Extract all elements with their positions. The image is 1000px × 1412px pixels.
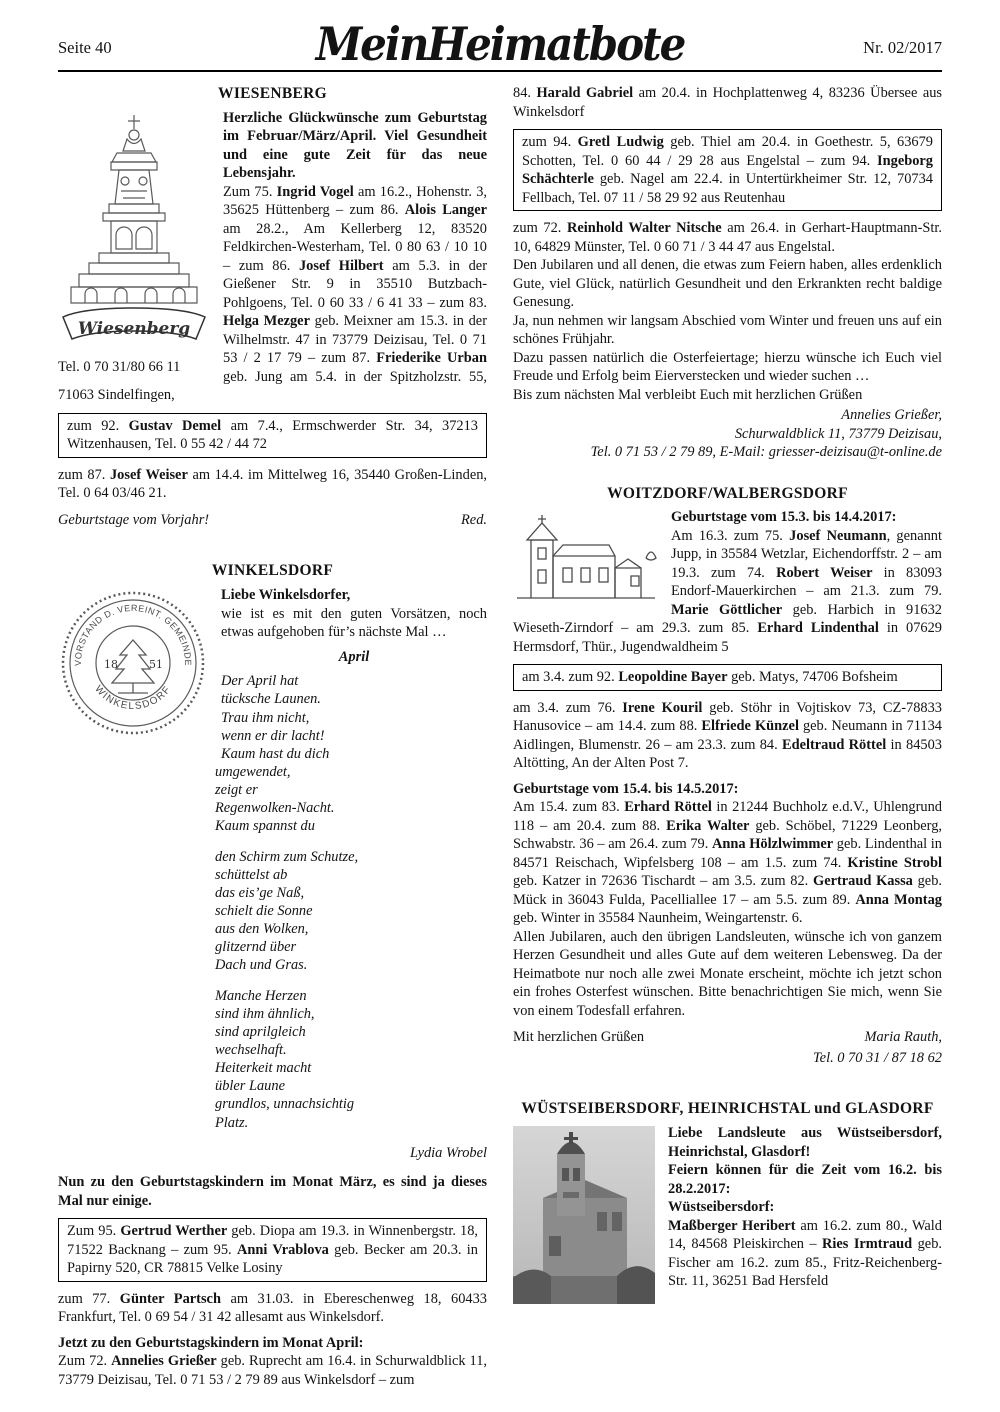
section-heading-winkelsdorf: WINKELSDORF <box>211 562 334 580</box>
page-header <box>58 18 942 72</box>
poem-stanza-2: den Schirm zum Schutze, schüttelst ab das eis’ge Naß, schielt die Sonne aus den Wolken, glitzernd über Dach und Gras. <box>215 848 359 974</box>
svg-text:VORSTAND D. VEREINT. GEMEINDE <box>73 603 193 666</box>
footnote-left: Geburtstage vom Vorjahr! <box>58 511 210 528</box>
seal-bottom-text: WINKELSDORF <box>92 683 174 713</box>
april-poem <box>215 672 487 1131</box>
winkelsdorf-continuation: 84. Harald Gabriel am 20.4. in Hochplattenweg 4, 83236 Übersee aus Winkelsdorf <box>513 85 942 120</box>
woitzdorf-boxed-entry: am 3.4. zum 92. Leopoldine Bayer geb. Matys, 74706 Bofsheim <box>513 664 942 691</box>
issue-number: Nr. 02/2017 <box>863 38 942 57</box>
wiesenberg-intro: Herzliche Glückwünsche zum Geburtstag im Februar/März/April. Viel Gesundheit und eine gute Zeit für das neue Lebensjahr. <box>223 109 487 182</box>
footnote-editor: Red. <box>461 511 487 528</box>
seal-year-left: 18 <box>104 658 118 672</box>
section-heading-woitzdorf: WOITZDORF/WALBERGSDORF <box>607 484 848 502</box>
wuestseibersdorf-church-photo <box>513 1126 655 1304</box>
winkelsdorf-boxed-entry: Zum 95. Gertrud Werther geb. Diopa am 19.3. in Winnenbergstr. 18, 71522 Backnang – zum 95. Anni Vrablova geb. Becker am 20.3. in Papirny 520, CR 78815 Velke Losiny <box>58 1218 487 1282</box>
woitzdorf-period2-heading: Geburtstage vom 15.4. bis 14.5.2017: <box>513 780 739 797</box>
poem-author: Lydia Wrobel <box>410 1144 487 1161</box>
wiesenberg-phone: Tel. 0 70 31/80 66 11 <box>58 359 181 376</box>
poem-stanza-1: Der April hat tücksche Launen. Trau ihm nicht, wenn er dir lacht! Kaum hast du dich umgewendet, zeigt er Regenwolken-Nacht. Kaum spannst du <box>215 673 335 835</box>
section-wuestseibersdorf <box>513 1099 942 1290</box>
winkelsdorf-salutation-text: wie ist es mit den guten Vorsätzen, noch etwas aufgehoben für’s nächste Mal … <box>221 605 487 641</box>
winkelsdorf-maerz-intro: Nun zu den Geburtstagskindern im Monat März, es sind ja dieses Mal nur einige. <box>58 1174 487 1209</box>
winkelsdorf-salutation: Liebe Winkelsdorfer, <box>221 587 351 604</box>
poem-stanza-3: Manche Herzen sind ihm ähnlich, sind aprilgleich wechselhaft. Heiterkeit macht übler Laune grundlos, unnachsichtig Platz. <box>215 987 355 1131</box>
wiesenberg-after-box-entry: zum 87. Josef Weiser am 14.4. im Mittelweg 16, 35440 Großen-Linden, Tel. 0 64 03/46 21. <box>58 466 487 502</box>
seal-year-right: 51 <box>149 658 163 672</box>
woitzdorf-church-drawing <box>513 510 658 600</box>
wiesenberg-boxed-entry: zum 92. Gustav Demel am 7.4., Ermschwerder Str. 34, 37213 Witzenhausen, Tel. 0 55 42 / 44 72 <box>58 413 487 458</box>
wiesenberg-monument-drawing <box>58 111 210 349</box>
masthead-logo: MeinHeimatbote <box>315 18 685 71</box>
greeting-text: Mit herzlichen Grüßen <box>513 1029 645 1046</box>
woitzdorf-closing: Allen Jubilaren, auch den übrigen Landsleuten, wünsche ich von ganzem Herzen Gesundheit und alles Gute auf dem weiteren Lebensweg. Da der Heimatbote nur noch alle zwei Monate erscheint, möchte ich jetzt schon ein frohes Osterfest wünschen. Bitte benachrichtigen Sie mich, wenn Sie von einem Todesfall erfahren. <box>513 928 942 1019</box>
winkelsdorf-after-box-entry: zum 77. Günter Partsch am 31.03. in Ebereschenweg 18, 60433 Frankfurt, Tel. 0 69 54 / 31 42 allesamt aus Winkelsdorf. <box>58 1290 487 1326</box>
seal-tree-icon <box>112 640 154 693</box>
winkelsdorf-april-intro: Jetzt zu den Geburtstagskindern im Monat April: <box>58 1334 364 1351</box>
left-column <box>58 84 487 1389</box>
wiesenberg-footnote <box>58 511 487 530</box>
paragraph-farewell: Bis zum nächsten Mal verbleibt Euch mit herzlichen Grüßen <box>513 386 863 403</box>
seal-top-text: VORSTAND D. VEREINT. GEMEINDE <box>72 603 194 667</box>
poem-title: April <box>338 648 370 665</box>
section-heading-wiesenberg: WIESENBERG <box>218 85 327 102</box>
page-number: Seite 40 <box>58 38 112 57</box>
woitzdorf-period1-heading: Geburtstage vom 15.3. bis 14.4.2017: <box>671 509 897 526</box>
woitzdorf-period1-entries: Am 16.3. zum 75. Josef Neumann, genannt Jupp, in 35584 Wetzlar, Eichendorffstr. 2 – am 19.3. zum 74. Robert Weiser in 83093 Endorf-Mauerkirchen – am 21.3. zum 79. Marie Göttlicher geb. Harbich in 91632 Wieseth-Zirndorf – am 29.3. zum 85. Erhard Lindenthal in 07629 Hermsdorf, Thür., Jugendwaldheim 5 <box>513 527 943 655</box>
section-winkelsdorf <box>58 561 487 1389</box>
nitsche-entry: zum 72. Reinhold Walter Nitsche am 26.4. in Gerhart-Hauptmann-Str. 10, 64829 Münster, Tel. 0 60 71 / 3 44 47 aus Engelstal. <box>513 220 943 255</box>
winkelsdorf-april-entries: Zum 72. Annelies Grießer geb. Ruprecht am 16.4. in Schurwaldblick 11, 73779 Deizisau, Tel. 0 71 53 / 2 79 89 aus Winkelsdorf – zum <box>58 1353 487 1388</box>
signature-tel: Tel. 0 70 31 / 87 18 62 <box>813 1049 942 1066</box>
wiesenberg-monument-figure <box>58 111 210 377</box>
wiesenberg-banner-label: Wiesenberg <box>77 318 191 339</box>
winkelsdorf-seal <box>58 588 208 738</box>
woitzdorf-church-figure <box>513 510 658 606</box>
paragraph-spring: Ja, nun nehmen wir langsam Abschied vom Winter und freuen uns auf ein schönes Frühjahr. <box>513 312 942 347</box>
woitzdorf-period1-more: am 3.4. zum 76. Irene Kouril geb. Stöhr in Vojtiskov 73, CZ-78833 Hanusovice – am 14.4. zum 88. Elfriede Künzel geb. Neumann in 71134 Aidlingen, Blumenstr. 26 – am 23.3. zum 84. Edeltraud Röttel in 84503 Altötting, An der Alten Post 7. <box>513 699 943 772</box>
wuestseibersdorf-salutation: Liebe Landsleute aus Wüstseibersdorf, Heinrichstal, Glasdorf! <box>668 1125 942 1160</box>
wuestseibersdorf-entries: Maßberger Heribert am 16.2. zum 80., Wald 14, 84568 Pleiskirchen – Ries Irmtraud geb. Fischer am 16.2. zum 85., Fritz-Reichenberg-Str. 11, 36251 Bad Hersfeld <box>668 1217 942 1290</box>
paragraph-wishes: Den Jubilaren und all denen, die etwas zum Feiern haben, alles erdenklich Gute, viel Glück, natürlich Gesundheit und den Erkrankten recht baldige Genesung. <box>513 257 942 310</box>
paragraph-easter: Dazu passen natürlich die Osterfeiertage; hierzu wünsche ich Euch viel Freude und Erfolg beim Eierverstecken und wieder suchen … <box>513 349 942 384</box>
section-woitzdorf <box>513 484 942 1068</box>
section-winkelsdorf-continued <box>513 84 942 462</box>
page-columns <box>58 84 942 1389</box>
wuestseibersdorf-place-heading: Wüstseibersdorf: <box>668 1199 775 1216</box>
wuestseibersdorf-church-figure <box>513 1126 655 1310</box>
woitzdorf-greeting-row <box>513 1028 942 1047</box>
section-heading-wuestseibersdorf: WÜSTSEIBERSDORF, HEINRICHSTAL und GLASDORF <box>521 1100 934 1118</box>
winkelsdorf-seal-figure <box>58 588 208 744</box>
woitzdorf-period2-entries: Am 15.4. zum 83. Erhard Röttel in 21244 Buchholz e.d.V., Uhlengrund 118 – am 20.4. zum 88. Erika Walter geb. Schöbel, 71229 Leonberg, Schwabstr. 36 – am 26.4. zum 79. Anna Hölzlwimmer geb. Lindenthal in 84571 Reischach, Wipfelsberg 108 – am 1.5. zum 74. Kristine Strobl geb. Katzer in 72636 Tischardt – am 3.5. zum 82. Gertraud Kassa geb. Mück in 36043 Fulda, Pacelliallee 17 – am 5.5. zum 89. Anna Montag geb. Winter in 35584 Naunheim, Weingartenstr. 6. <box>513 799 943 927</box>
griesser-signature: Annelies Grießer, Schurwaldblick 11, 73779 Deizisau, Tel. 0 71 53 / 2 79 89, E-Mail: griesser-deizisau@t-online.de <box>590 407 942 460</box>
signature-name: Maria Rauth, <box>864 1029 942 1046</box>
wuestseibersdorf-period-heading: Feiern können für die Zeit vom 16.2. bis 28.2.2017: <box>668 1162 942 1197</box>
winkelsdorf-boxed-entry-2: zum 94. Gretl Ludwig geb. Thiel am 20.4. in Goethestr. 5, 63679 Schotten, Tel. 0 60 44 / 29 28 aus Engelstal – zum 94. Ingeborg Schächterle geb. Nagel am 22.4. in Untertürkheimer Str. 12, 70734 Fellbach, Tel. 07 11 / 58 29 92 aus Reutenhau <box>513 129 942 211</box>
wiesenberg-birthday-entries: Zum 75. Ingrid Vogel am 16.2., Hohenstr. 3, 35625 Hüttenberg – zum 86. Alois Langer am 28.2., Am Kellerberg 12, 83520 Feldkirchen-Westerham, Tel. 0 80 63 / 10 10 – zum 86. Josef Hilbert am 5.3. in der Gießener Str. 9 in 35510 Butzbach-Pohlgoens, Tel. 0 60 33 / 6 41 33 – zum 83. Helga Mezger geb. Meixner am 15.3. in der Wilhelmstr. 47 in 73779 Deizisau, Tel. 0 71 53 / 2 17 79 – zum 87. Friederike Urban geb. Jung am 5.4. in der Spitzholzstr. 55, 71063 Sindelfingen, <box>58 183 488 404</box>
right-column <box>513 84 942 1389</box>
section-wiesenberg <box>58 84 487 529</box>
